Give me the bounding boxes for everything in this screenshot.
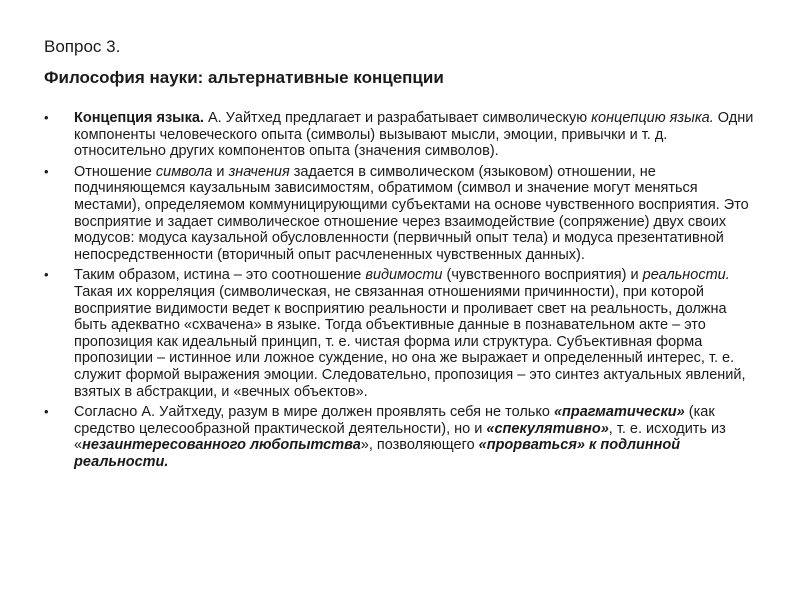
text-segment: (чувственного восприятия) и — [442, 267, 643, 284]
bullet-text — [74, 110, 753, 159]
text-segment: реальности. — [642, 267, 730, 284]
text-segment: Концепция языка. — [74, 110, 204, 126]
text-segment: значения — [228, 163, 290, 180]
bullet-icon: • — [44, 110, 49, 125]
text-segment: символа — [155, 163, 213, 180]
bullet-item-1 — [44, 110, 760, 160]
bullet-item-3 — [44, 267, 760, 400]
text-segment: А. Уайтхед предлагает и разрабатывает символическую — [203, 110, 592, 126]
slide-title: Философия науки: альтернативные концепции — [44, 68, 444, 87]
text-segment: Отношение — [74, 163, 156, 180]
bullet-text — [74, 267, 746, 399]
bullet-list — [44, 110, 760, 470]
bullet-icon: • — [44, 267, 49, 283]
text-segment: задается в символическом (языковом) отношении, не подчиняющемся каузальным зависимостям, обратимом (символ и значение могут меняться местами), определяемом коммуницирующими субъектами на основе чувственного восприятия. Это восприятие и задает символическое отношение через взаимодействие (сопряжение) двух своих модусов: модуса каузальной обусловленности (первичный опыт тела) и модуса презентативной непосредственности (вторичный опыт расчлененных чувственных данных). — [74, 163, 749, 263]
text-segment: незаинтересованного любопытства — [82, 437, 361, 454]
text-segment: и — [212, 163, 229, 180]
bullet-text — [74, 404, 726, 470]
text-segment: «спекулятивно» — [486, 420, 609, 437]
text-segment: Одни компоненты человеческого опыта (символы) вызывают мысли, эмоции, привычки и т. д. относительно других компонентов опыта (значения символов). — [74, 110, 754, 160]
text-segment: концепцию языка. — [591, 110, 714, 126]
text-segment: », позволяющего — [360, 437, 479, 454]
text-segment: «прагматически» — [553, 404, 685, 421]
bullet-item-4 — [44, 404, 760, 470]
bullet-icon: • — [44, 163, 49, 179]
text-segment: , т. е. исходить из « — [74, 420, 726, 454]
bullet-item-2 — [44, 164, 760, 264]
text-segment: Таким образом, истина – это соотношение — [74, 267, 366, 284]
slide-subtitle: Вопрос 3. — [44, 37, 121, 56]
text-segment: видимости — [365, 267, 443, 284]
bullet-icon: • — [44, 404, 49, 420]
bullet-text — [74, 164, 749, 263]
text-segment: Такая их корреляция (символическая, не связанная отношениями причинности), при которой восприятие видимости ведет к восприятию реальности и проливает свет на реальность, должна быть адекватно «схвачена» в языке. Тогда объективные данные в познавательном акте – это пропозиция как идеальный принцип, т. е. чистая форма или структура. Субъективная форма пропозиции – истинное или ложное суждение, но она же выражает и определенный интерес, т. е. служит формой выражения эмоции. Следовательно, пропозиция – это синтез актуальных явлений, взятых в абстракции, и «вечных объектов». — [74, 283, 746, 400]
text-segment: «прорваться» к подлинной реальности. — [74, 437, 681, 470]
text-segment: Согласно А. Уайтхеду, разум в мире должен проявлять себя не только — [74, 404, 554, 421]
text-segment: (как средство целесообразной практической деятельности), но и — [74, 404, 715, 437]
